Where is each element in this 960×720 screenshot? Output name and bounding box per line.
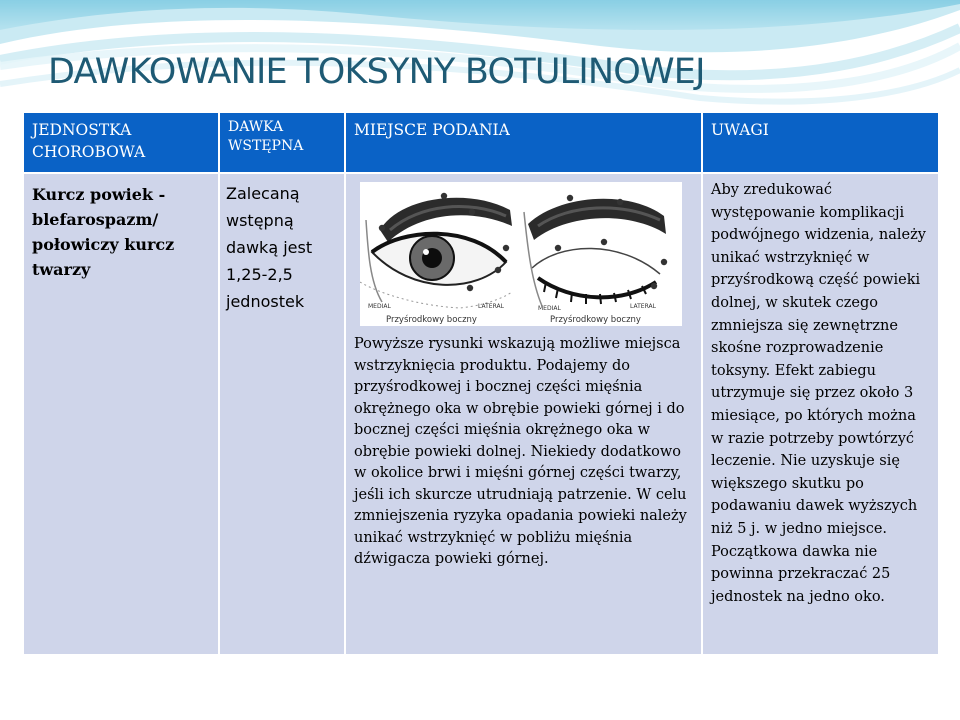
slide-title: DAWKOWANIE TOKSYNY BOTULINOWEJ xyxy=(48,52,705,92)
right-eye-medial-label: MEDIAL xyxy=(538,305,561,312)
eye-drawings xyxy=(360,182,682,326)
cell-notes: Aby zredukować występowanie komplikacji podwójnego widzenia, należy unikać wstrzyknięć w przyśrodkową część powieki dolnej, w skutek czego zmniejsza się zewnętrzne skośne rozprowadzenie toksyny. Efekt zabiegu utrzymuje się przez około 3 miesiące, po których można w razie potrzeby powtórzyć leczenie. Nie uzyskuje się większego skutku po podawaniu dawek wyższych niż 5 j. w jedno miejsce. Początkowa dawka nie powinna przekraczać 25 jednostek na jedno oko. xyxy=(702,173,939,655)
left-eye-medial-label: MEDIAL xyxy=(368,303,391,310)
site-description: Powyższe rysunki wskazują możliwe miejsca wstrzyknięcia produktu. Podajemy do przyśrodkowej i bocznej części mięśnia okrężnego oka w obrębie powieki górnej i do bocznej części mięśnia okrężnego oka w obrębie powieki dolnej. Niekiedy dodatkowo w okolice brwi i mięśni górnej części twarzy, jeśli ich skurcze utrudniają patrzenie. W celu zmniejszenia ryzyka opadania powieki należy unikać wstrzyknięć w pobliżu mięśnia dźwigacza powieki górnej. xyxy=(354,336,687,567)
header-dose: DAWKA WSTĘPNA xyxy=(219,112,345,173)
left-eye-caption: Przyśrodkowy boczny xyxy=(386,315,477,325)
cell-condition: Kurcz powiek - blefarospazm/ połowiczy kurcz twarzy xyxy=(23,173,219,655)
right-eye-lateral-label: LATERAL xyxy=(630,303,656,310)
left-eye-lateral-label: LATERAL xyxy=(478,303,504,310)
header-notes: UWAGI xyxy=(702,112,939,173)
table-header-row xyxy=(23,112,939,173)
header-site: MIEJSCE PODANIA xyxy=(345,112,702,173)
left-eye-drawing xyxy=(360,193,512,308)
cell-site xyxy=(345,173,702,655)
table-row xyxy=(23,173,939,655)
right-eye-caption: Przyśrodkowy boczny xyxy=(550,315,641,325)
injection-sites-figure xyxy=(360,182,682,326)
cell-dose: Zalecaną wstępną dawką jest 1,25-2,5 jednostek xyxy=(219,173,345,655)
dosage-table xyxy=(22,111,940,656)
header-condition: JEDNOSTKA CHOROBOWA xyxy=(23,112,219,173)
right-eye-drawing xyxy=(524,195,667,306)
